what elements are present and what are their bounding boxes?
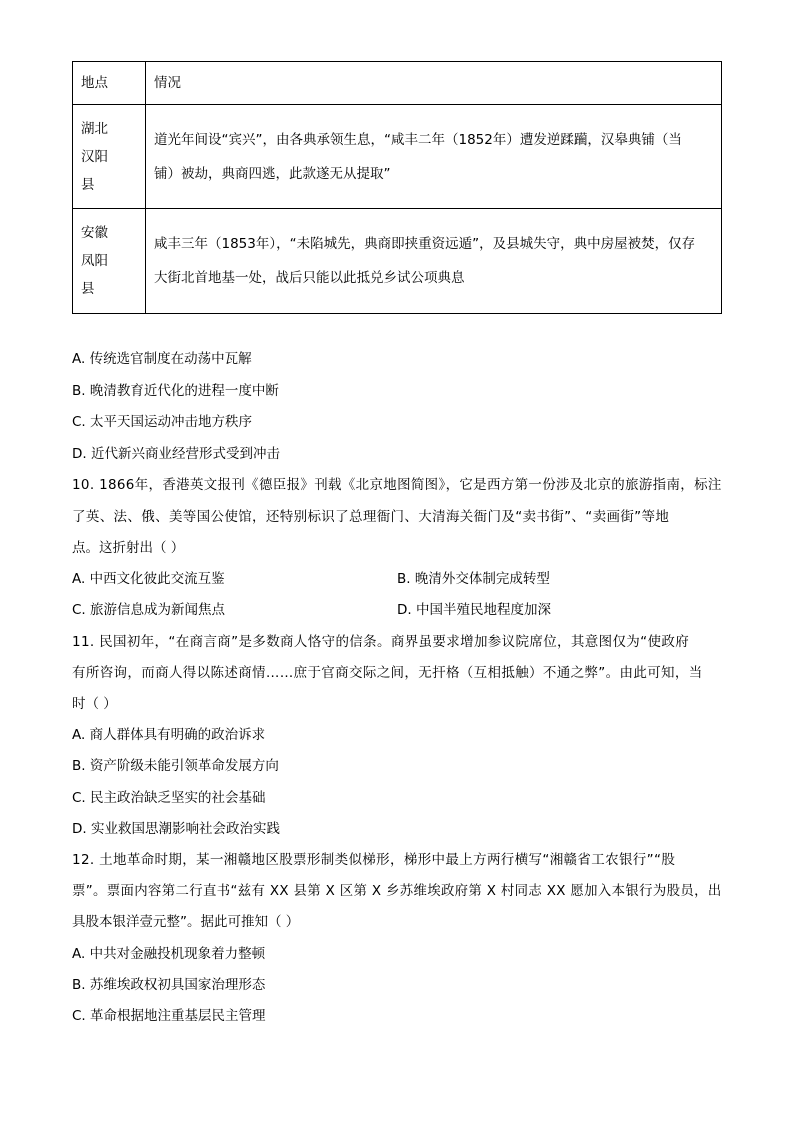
q11-stem-line: 有所咨询，而商人得以陈述商情……庶于官商交际之间，无扞格（互相抵触）不通之弊”。由此可知，当	[72, 665, 703, 681]
q9-option-b: B. 晚清教育近代化的进程一度中断	[72, 383, 279, 399]
q9-option-c: C. 太平天国运动冲击地方秩序	[72, 414, 253, 430]
place-line: 汉阳	[81, 148, 108, 165]
q12-option-a: A. 中共对金融投机现象着力整顿	[72, 946, 266, 962]
q11-option-c: C. 民主政治缺乏坚实的社会基础	[72, 790, 266, 806]
situation-line: 大街北首地基一处，战后只能以此抵兑乡试公项典息	[154, 270, 465, 286]
place-line: 县	[81, 176, 95, 193]
q11-stem-line: 11. 民国初年，“在商言商”是多数商人恪守的信条。商界虽要求增加参议院席位，其意图仅为“使政府	[72, 634, 690, 650]
q10-stem-line: 点。这折射出（ ）	[72, 540, 185, 556]
q9-option-a: A. 传统选官制度在动荡中瓦解	[72, 351, 252, 367]
situation-line: 道光年间设“宾兴”，由各典承领生息，“咸丰二年（1852年）遭发逆蹂躏，汉皋典铺（当	[154, 131, 682, 148]
table-row	[73, 105, 722, 209]
q9-option-d: D. 近代新兴商业经营形式受到冲击	[72, 446, 280, 462]
situation-line: 咸丰三年（1853年），“未陷城先，典商即挟重资远遁”，及县城失守，典中房屋被焚，仅存	[154, 236, 696, 252]
situation-cell	[146, 105, 722, 209]
q11-option-d: D. 实业救国思潮影响社会政治实践	[72, 821, 280, 837]
q12-option-c: C. 革命根据地注重基层民主管理	[72, 1008, 266, 1024]
table-header-row	[73, 62, 722, 105]
place-line: 凤阳	[81, 253, 108, 269]
place-line: 安徽	[81, 225, 108, 241]
q11-option-a: A. 商人群体具有明确的政治诉求	[72, 727, 266, 743]
q10-option-d: D. 中国半殖民地程度加深	[397, 602, 551, 618]
q11-stem-line: 时（ ）	[72, 696, 117, 712]
situation-line: 铺）被劫，典商四逃，此款遂无从提取”	[154, 165, 391, 182]
q12-stem-line: 12. 土地革命时期，某一湘赣地区股票形制类似梯形，梯形中最上方两行横写“湘赣省工农银行”“股	[72, 852, 676, 868]
q12-option-b: B. 苏维埃政权初具国家治理形态	[72, 977, 266, 993]
situation-cell	[146, 209, 722, 314]
place-line: 县	[81, 281, 95, 297]
header-place: 地点	[73, 62, 146, 105]
q10-option-c: C. 旅游信息成为新闻焦点	[72, 602, 226, 618]
q12-stem-line: 票”。票面内容第二行直书“兹有 XX 县第 X 区第 X 乡苏维埃政府第 X 村同志 XX 愿加入本银行为股员，出	[72, 883, 722, 899]
situation-table	[72, 61, 722, 314]
q10-option-b: B. 晚清外交体制完成转型	[397, 571, 550, 587]
place-cell	[73, 209, 146, 314]
table-row	[73, 209, 722, 314]
place-line: 湖北	[81, 120, 108, 137]
q10-stem-line: 了英、法、俄、美等国公使馆，还特别标识了总理衙门、大清海关衙门及“卖书街”、“卖画街”等地	[72, 509, 670, 525]
q11-option-b: B. 资产阶级未能引领革命发展方向	[72, 758, 279, 774]
header-situation: 情况	[146, 62, 722, 105]
q10-stem-line: 10. 1866年，香港英文报刊《德臣报》刊载《北京地图简图》，它是西方第一份涉及北京的旅游指南，标注	[72, 477, 722, 493]
place-cell	[73, 105, 146, 209]
q12-stem-line: 具股本银洋壹元整”。据此可推知（ ）	[72, 914, 300, 930]
q10-option-a: A. 中西文化彼此交流互鉴	[72, 571, 225, 587]
